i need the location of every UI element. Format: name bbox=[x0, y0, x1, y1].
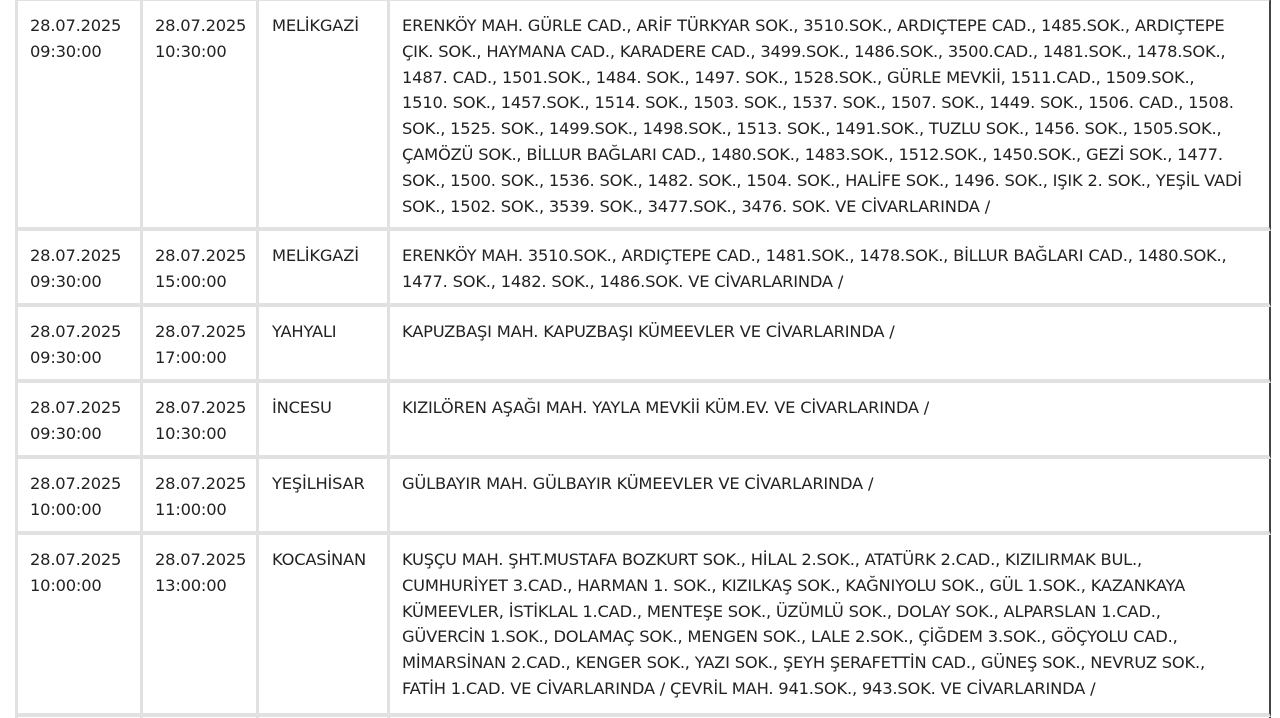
address-cell: KAPUZBAŞI MAH. KAPUZBAŞI KÜMEEVLER VE CİVARLARINDA / bbox=[390, 307, 1271, 383]
start-time: 09:30:00 bbox=[30, 272, 102, 292]
table-row bbox=[15, 535, 1271, 717]
end-date: 28.07.2025 bbox=[155, 549, 247, 569]
end-datetime-cell bbox=[143, 307, 259, 383]
end-date: 28.07.2025 bbox=[155, 321, 247, 341]
district-cell: KOCASİNAN bbox=[259, 535, 390, 717]
start-date: 28.07.2025 bbox=[30, 16, 122, 35]
end-time: 10:30:00 bbox=[155, 423, 227, 443]
start-datetime-cell bbox=[15, 383, 143, 459]
table-row bbox=[15, 383, 1271, 459]
end-time: 17:00:00 bbox=[155, 347, 227, 367]
end-datetime-cell bbox=[143, 0, 259, 231]
end-time: 10:30:00 bbox=[155, 41, 227, 61]
end-date: 28.07.2025 bbox=[155, 397, 247, 417]
address-cell: GÜLBAYIR MAH. GÜLBAYIR KÜMEEVLER VE CİVARLARINDA / bbox=[390, 459, 1271, 535]
district-cell: YAHYALI bbox=[259, 307, 390, 383]
start-time: 09:30:00 bbox=[30, 347, 102, 367]
table-row bbox=[15, 231, 1271, 307]
start-time: 09:30:00 bbox=[30, 41, 102, 61]
start-date: 28.07.2025 bbox=[30, 473, 122, 493]
district-cell: MELİKGAZİ bbox=[259, 0, 390, 231]
address-cell: KIZILÖREN AŞAĞI MAH. YAYLA MEVKİİ KÜM.EV. VE CİVARLARINDA / bbox=[390, 383, 1271, 459]
start-datetime-cell bbox=[15, 0, 143, 231]
start-time: 10:00:00 bbox=[30, 499, 102, 519]
end-time: 11:00:00 bbox=[155, 499, 227, 519]
table-row bbox=[15, 459, 1271, 535]
start-date: 28.07.2025 bbox=[30, 246, 122, 266]
district-cell: İNCESU bbox=[259, 383, 390, 459]
end-date: 28.07.2025 bbox=[155, 473, 247, 493]
end-datetime-cell bbox=[143, 459, 259, 535]
table-row bbox=[15, 0, 1271, 231]
end-datetime-cell bbox=[143, 231, 259, 307]
end-datetime-cell bbox=[143, 383, 259, 459]
start-time: 10:00:00 bbox=[30, 575, 102, 595]
start-datetime-cell bbox=[15, 459, 143, 535]
end-date: 28.07.2025 bbox=[155, 16, 247, 35]
end-date: 28.07.2025 bbox=[155, 246, 247, 266]
end-datetime-cell bbox=[143, 535, 259, 717]
start-time: 09:30:00 bbox=[30, 423, 102, 443]
address-cell: ERENKÖY MAH. 3510.SOK., ARDIÇTEPE CAD., 1481.SOK., 1478.SOK., BİLLUR BAĞLARI CAD., 1480.SOK., 1477. SOK., 1482. SOK., 1486.SOK. VE CİVARLARINDA / bbox=[390, 231, 1271, 307]
end-time: 15:00:00 bbox=[155, 272, 227, 292]
district-cell: YEŞİLHİSAR bbox=[259, 459, 390, 535]
start-date: 28.07.2025 bbox=[30, 321, 122, 341]
start-datetime-cell bbox=[15, 231, 143, 307]
start-date: 28.07.2025 bbox=[30, 549, 122, 569]
power-outage-table bbox=[15, 0, 1271, 718]
start-datetime-cell bbox=[15, 535, 143, 717]
address-cell: KUŞÇU MAH. ŞHT.MUSTAFA BOZKURT SOK., HİLAL 2.SOK., ATATÜRK 2.CAD., KIZILIRMAK BUL., CUMHURİYET 3.CAD., HARMAN 1. SOK., KIZILKAŞ SOK., KAĞNIYOLU SOK., GÜL 1.SOK., KAZANKAYA KÜMEEVLER, İSTİKLAL 1.CAD., MENTEŞE SOK., ÜZÜMLÜ SOK., DOLAY SOK., ALPARSLAN 1.CAD., GÜVERCİN 1.SOK., DOLAMAÇ SOK., MENGEN SOK., LALE 2.SOK., ÇİĞDEM 3.SOK., GÖÇYOLU CAD., MİMARSİNAN 2.CAD., KENGER SOK., YAZI SOK., ŞEYH ŞERAFETTİN CAD., GÜNEŞ SOK., NEVRUZ SOK., FATİH 1.CAD. VE CİVARLARINDA / ÇEVRİL MAH. 941.SOK., 943.SOK. VE CİVARLARINDA / bbox=[390, 535, 1271, 717]
end-time: 13:00:00 bbox=[155, 575, 227, 595]
start-date: 28.07.2025 bbox=[30, 397, 122, 417]
address-cell: ERENKÖY MAH. GÜRLE CAD., ARİF TÜRKYAR SOK., 3510.SOK., ARDIÇTEPE CAD., 1485.SOK., ARDIÇTEPE ÇIK. SOK., HAYMANA CAD., KARADERE CAD., 3499.SOK., 1486.SOK., 3500.CAD., 1481.SOK., 1478.SOK., 1487. CAD., 1501.SOK., 1484. SOK., 1497. SOK., 1528.SOK., GÜRLE MEVKİİ, 1511.CAD., 1509.SOK., 1510. SOK., 1457.SOK., 1514. SOK., 1503. SOK., 1537. SOK., 1507. SOK., 1449. SOK., 1506. CAD., 1508. SOK., 1525. SOK., 1499.SOK., 1498.SOK., 1513. SOK., 1491.SOK., TUZLU SOK., 1456. SOK., 1505.SOK., ÇAMÖZÜ SOK., BİLLUR BAĞLARI CAD., 1480.SOK., 1483.SOK., 1512.SOK., 1450.SOK., GEZİ SOK., 1477. SOK., 1500. SOK., 1536. SOK., 1482. SOK., 1504. SOK., HALİFE SOK., 1496. SOK., IŞIK 2. SOK., YEŞİL VADİ SOK., 1502. SOK., 3539. SOK., 3477.SOK., 3476. SOK. VE CİVARLARINDA / bbox=[390, 0, 1271, 231]
start-datetime-cell bbox=[15, 307, 143, 383]
district-cell: MELİKGAZİ bbox=[259, 231, 390, 307]
table-row bbox=[15, 307, 1271, 383]
